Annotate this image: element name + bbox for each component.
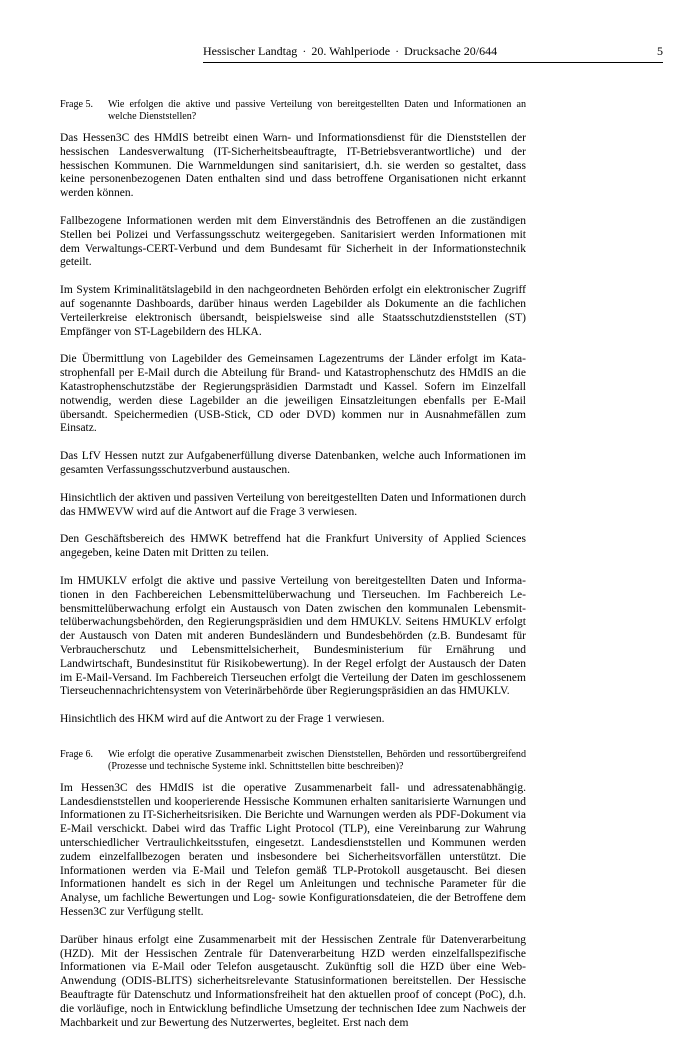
answer-paragraph: Das Hessen3C des HMdIS betreibt einen Warn- und Informationsdienst für die Dienststellen der hessischen Landesverwaltung (IT-Sicherheitsbeauftragte, IT-Betriebsverantwortliche) und der hessischen Kommunen. Die Warnmeldungen sind sanitarisiert, d.h. sie werden so gestaltet, dass keine personenbezogenen Daten enthalten sind und dass betroffene Organisationen nicht erkannt werden können. <box>60 132 526 200</box>
header-period: 20. Wahlperiode <box>311 44 391 58</box>
main-content <box>60 99 526 1044</box>
question-6 <box>60 749 526 773</box>
question-label: Frage 5. <box>60 99 94 110</box>
answer-paragraph: Im Hessen3C des HMdIS ist die operative Zusammenarbeit fall- und adressatenabhängig. Landesdienststellen und kooperierende Hessische Kommunen erhalten sanitarisierte Warnungen und Informationen zu IT-Sicherheitsrisiken. Die Berichte und Warnungen werden als PDF-Dokument via E-Mail verschickt. Dabei wird das Traffic Light Protocol (TLP), eine Vereinbarung zur Wahrung unterschiedlicher Vertraulichkeitsstufen, eingesetzt. Landesdienststellen und Kommunen werden zudem einzelfallbezogen beraten und insbesondere bei Sicherheitsvorfällen unterstützt. Die Informationen werden via E-Mail und Telefon gemäß TLP-Protokoll ausgetauscht. Bei diesen Informationen handelt es sich in der Regel um Anleitungen und technische Parameter für die Analyse, um fachliche Bewertungen und Log- sowie Konfigurationsdateien, die der Betroffene dem Hessen3C zur Verfügung stellt. <box>60 781 526 919</box>
running-header <box>203 42 663 60</box>
answer-paragraph: Im HMUKLV erfolgt die aktive und passive Verteilung von bereitgestellten Daten und Informationen in den Fachbereichen Lebensmittelüberwachung und Tierseuchen. Im Fachbereich Lebensmittelüberwachung erfolgt ein Austausch von Daten zwischen den kommunalen Lebensmittelüberwachungsbehörden, den Regierungspräsidien und dem HMUKLV. Seitens HMUKLV erfolgt der Austausch von Daten mit anderen Bundesländern und Bundesbehörden (z.B. Bundesamt für Verbraucherschutz und Lebensmittelsicherheit, Bundesministerium für Ernährung und Landwirtschaft, Bundesinstitut für Risikobewertung). In der Regel erfolgt der Austausch der Daten im E-Mail-Versand. Im Fachbereich Tierseuchen erfolgt die Verteilung der Daten im geschlossenem Tierseuchennachrichtensystem von Veterinärbehörde über Regierungspräsidien an das HMUKLV. <box>60 574 526 698</box>
answer-paragraph: Das LfV Hessen nutzt zur Aufgabenerfüllung diverse Datenbanken, welche auch Informationen im gesamten Verfassungsschutzverbund austauschen. <box>60 450 526 476</box>
answer-paragraph: Die Übermittlung von Lagebilder des Gemeinsamen Lagezentrums der Länder erfolgt im Katastrophenfall per E-Mail durch die Abteilung für Brand- und Katastrophenschutz des HMdIS an die Katastrophenschutzstäbe der Regierungspräsidien Darmstadt und Kassel. Sofern im Einzelfall notwendig, werden diese Lagebilder an die jeweiligen Einsatzleitungen ebenfalls per E-Mail übersandt. Speichermedien (USB-Stick, CD oder DVD) kommen nur in Ausnahmefällen zum Einsatz. <box>60 353 526 435</box>
question-text: Wie erfolgen die aktive und passive Verteilung von bereitgestellten Daten und Informationen an welche Dienststellen? <box>108 99 526 122</box>
question-label: Frage 6. <box>60 748 94 760</box>
page-number: 5 <box>657 44 663 58</box>
answer-paragraph: Darüber hinaus erfolgt eine Zusammenarbeit mit der Hessischen Zentrale für Datenverarbeitung (HZD). Mit der Hessischen Zentrale für Datenverarbeitung HZD werden einzelfallspezifische Informationen via E-Mail oder Telefon ausgetauscht. Zukünftig soll die HZD über eine Web-Anwendung (ODIS-BLITS) sicherheitsrelevante Statusinformationen bereitstellen. Der Hessische Beauftragte für Datenschutz und Informationsfreiheit hat den aktuellen proof of concept (PoC), d.h. die vorläufige, noch in Entwicklung befindliche Umsetzung der technischen Idee zum Nachweis der Machbarkeit und zur Bewertung des Nutzerwertes, begleitet. Erst nach dem <box>60 933 526 1029</box>
question-5 <box>60 99 526 123</box>
answer-paragraph: Hinsichtlich der aktiven und passiven Verteilung von bereitgestellten Daten und Informationen durch das HMWEVW wird auf die Antwort auf die Frage 3 verwiesen. <box>60 491 526 518</box>
answer-paragraph: Den Geschäftsbereich des HMWK betreffend hat die Frankfurt University of Applied Sciences angegeben, keine Daten mit Dritten zu teilen. <box>60 533 526 560</box>
header-separator: · <box>395 44 400 58</box>
answer-paragraph: Fallbezogene Informationen werden mit dem Einverständnis des Betroffenen an die zuständigen Stellen bei Polizei und Verfassungsschutz weitergegeben. Sanitarisiert werden Informationen mit dem Verwaltungs-CERT-Verbund und dem Bundesamt für Sicherheit in der Informationstechnik geteilt. <box>60 214 526 269</box>
question-text: Wie erfolgt die operative Zusammenarbeit zwischen Dienststellen, Behörden und ressortübergreifend (Prozesse und technische Systeme inkl. Schnittstellen bitte beschreiben)? <box>108 748 526 772</box>
header-separator: · <box>302 44 307 58</box>
header-parliament: Hessischer Landtag <box>203 44 298 58</box>
header-rule <box>203 62 663 63</box>
header-text <box>203 42 497 60</box>
header-document: Drucksache 20/644 <box>404 44 498 58</box>
answer-paragraph: Hinsichtlich des HKM wird auf die Antwort zu der Frage 1 verwiesen. <box>60 713 385 726</box>
answer-paragraph: Im System Kriminalitätslagebild in den nachgeordneten Behörden erfolgt ein elektronischer Zugriff auf sogenannte Dashboards, darüber hinaus werden Lagebilder als Dokumente an die fachlichen Verteilerkreise elektronisch übersandt, beispielsweise sind alle Staatsschutzdienststellen (ST) Empfänger von ST-Lagebildern des HLKA. <box>60 284 526 338</box>
